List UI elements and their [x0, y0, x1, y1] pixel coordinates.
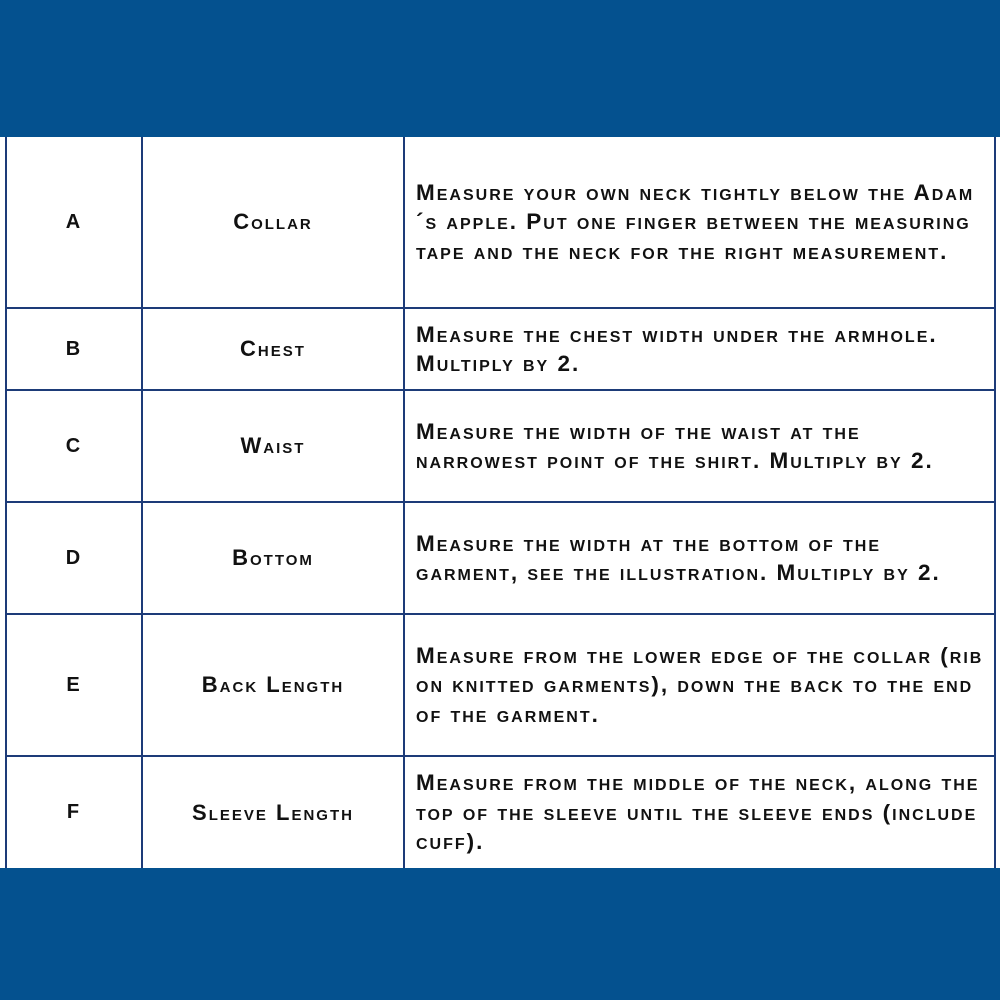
- table-row: [7, 615, 994, 757]
- measurement-description: [405, 757, 994, 868]
- row-letter: B: [65, 337, 83, 360]
- description-text: Measure your own neck tightly below the Adam´s apple. Put one finger between the measuring tape and the neck for the right measurement.: [416, 179, 975, 264]
- measurement-name: Sleeve Length: [141, 757, 405, 868]
- table-row: [7, 503, 994, 615]
- table-row: [7, 757, 994, 868]
- row-letter: A: [65, 210, 83, 233]
- row-letter: F: [66, 801, 82, 823]
- measurement-description: [405, 503, 994, 613]
- description-text: Measure the width of the waist at the narrowest point of the shirt. Multiply by 2.: [416, 418, 934, 473]
- row-letter: E: [66, 673, 82, 696]
- table-row: [7, 137, 994, 309]
- measurement-description: [405, 309, 994, 389]
- measurement-description: [405, 391, 994, 501]
- measurement-name: Back Length: [141, 615, 405, 755]
- description-text: Measure the width at the bottom of the garment, see the illustration. Multiply by 2.: [416, 530, 941, 585]
- description-text: Measure from the lower edge of the collar (rib on knitted garments), down the back to the end of the garment.: [416, 642, 984, 727]
- footer-band: [0, 868, 1000, 1000]
- table-row: [7, 391, 994, 503]
- header-band: [0, 0, 1000, 137]
- description-text: Measure the chest width under the armhole. Multiply by 2.: [416, 321, 938, 376]
- description-text: Measure from the middle of the neck, along the top of the sleeve until the sleeve ends (include cuff).: [416, 770, 980, 855]
- measurement-name: Bottom: [141, 503, 405, 613]
- measurement-description: [405, 137, 994, 307]
- measurement-table: [5, 137, 996, 868]
- measurement-description: [405, 615, 994, 755]
- row-letter: C: [65, 434, 83, 457]
- table-row: [7, 309, 994, 391]
- measurement-name: Waist: [141, 391, 405, 501]
- row-letter: D: [65, 546, 83, 569]
- measurement-name: Collar: [141, 137, 405, 307]
- measurement-name: Chest: [141, 309, 405, 389]
